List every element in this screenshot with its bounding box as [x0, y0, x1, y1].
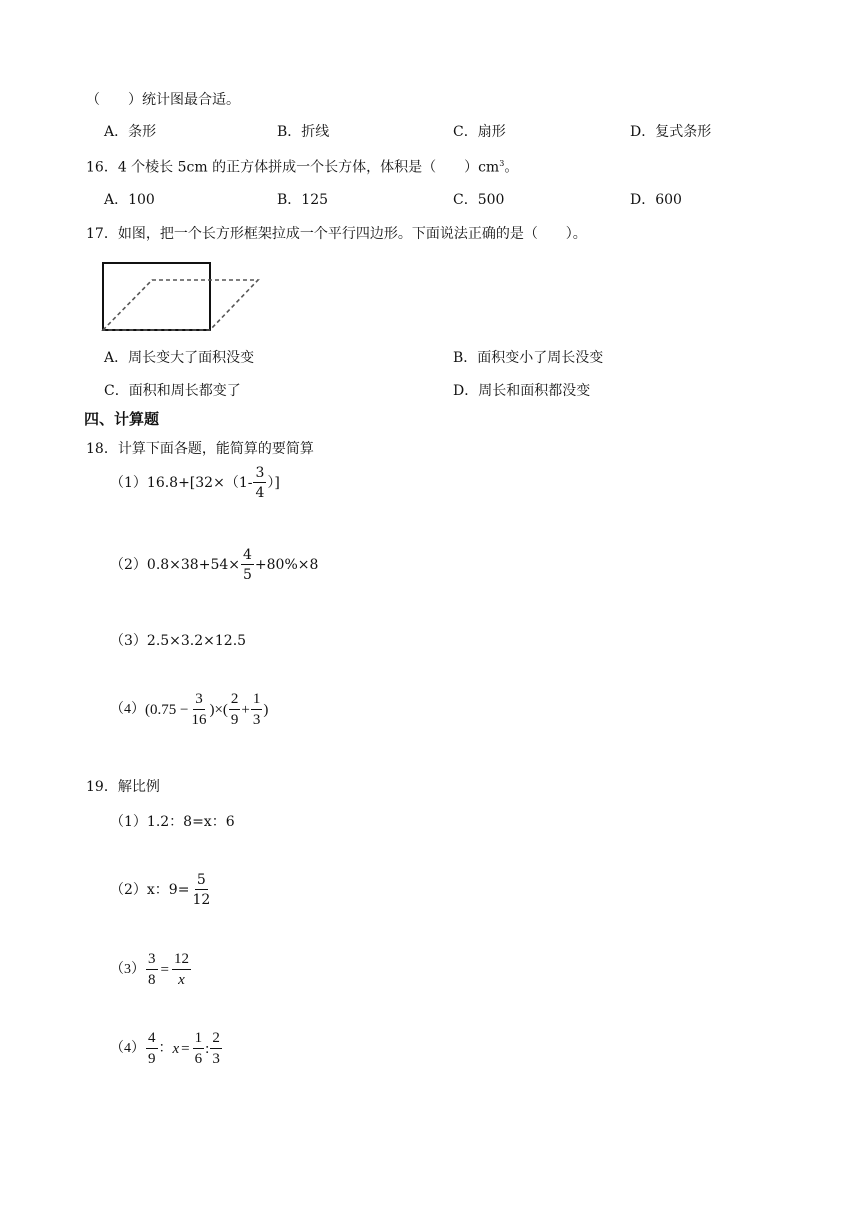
q19-part3-equals: =	[160, 961, 169, 978]
q18-part1	[110, 466, 280, 500]
fraction-denominator: 4	[255, 485, 265, 501]
q18-part4-fraction-1	[189, 692, 208, 728]
fraction-denominator: 3	[252, 712, 261, 728]
fraction-numerator: 4	[146, 1031, 158, 1049]
fraction-numerator: 2	[229, 692, 241, 710]
q15-option-d: D．复式条形	[630, 124, 712, 140]
fraction-numerator: 4	[243, 547, 252, 563]
q18-part2-pre: （2）0.8×38+54×	[110, 557, 240, 573]
q18-part4-mid: )×(	[209, 701, 228, 718]
q17-option-b: B．面积变小了周长没变	[453, 350, 604, 366]
q18-part4-open: (0.75 −	[145, 701, 189, 718]
q18-part4-fraction-3	[251, 692, 263, 728]
fraction-numerator: 3	[255, 465, 265, 481]
fraction-denominator: 16	[191, 712, 207, 728]
q18-part4-fraction-2	[229, 692, 241, 728]
q19-part4-pre: （4）	[110, 1041, 145, 1056]
q15-option-c: C．扇形	[453, 124, 506, 140]
q18-part2-post: +80%×8	[254, 557, 319, 573]
q18-stem: 18．计算下面各题，能简算的要简算	[86, 441, 314, 457]
fraction-denominator: 5	[243, 567, 252, 583]
fraction-denominator: 6	[194, 1051, 203, 1067]
q16-stem	[86, 160, 518, 175]
q18-part3: （3）2.5×3.2×12.5	[110, 633, 247, 649]
q19-part2-fraction	[190, 873, 212, 907]
q18-part1-pre: （1）16.8+[32×（1-	[110, 475, 253, 491]
q19-part3-fraction-2	[172, 952, 191, 988]
q18-part2	[110, 548, 318, 582]
q19-part3-pre: （3）	[110, 962, 145, 977]
fraction-denominator: x	[178, 972, 185, 988]
rectangle-frame	[103, 263, 210, 330]
q16-option-a: A．100	[104, 192, 155, 208]
q15-option-b: B．折线	[277, 124, 330, 140]
fraction-denominator: 3	[212, 1051, 220, 1067]
q19-part4-x: x	[172, 1040, 180, 1057]
fraction-numerator: 12	[172, 952, 191, 970]
section-heading: 四、计算题	[84, 410, 160, 428]
rectangle-parallelogram-figure	[100, 260, 262, 334]
q16-option-b: B．125	[277, 192, 329, 208]
fraction-denominator: 9	[230, 712, 239, 728]
q18-part1-post: ）]	[267, 475, 280, 491]
parallelogram-frame	[103, 280, 258, 330]
q19-part2-pre: （2）x：9=	[110, 882, 190, 898]
q18-part1-fraction	[253, 466, 266, 500]
q19-part4	[110, 1031, 223, 1067]
q19-part4-equals: =	[181, 1040, 190, 1057]
fraction-numerator: 3	[193, 692, 205, 710]
q16-option-c: C．500	[453, 192, 505, 208]
q19-part3	[110, 952, 192, 988]
fraction-denominator: 12	[192, 892, 211, 908]
q19-part3-fraction-1	[146, 952, 158, 988]
q19-part1: （1）1.2：8=x：6	[110, 814, 235, 830]
q18-part4-close: )	[263, 701, 269, 718]
q18-part2-fraction	[241, 548, 254, 582]
q17-stem: 17．如图，把一个长方形框架拉成一个平行四边形。下面说法正确的是（ ）。	[86, 226, 587, 242]
q17-option-c: C．面积和周长都变了	[104, 383, 241, 399]
q16-stem-end: 。	[504, 159, 519, 176]
q19-part4-colon-2: :	[205, 1040, 210, 1057]
q19-part4-colon-1: ：	[158, 1041, 173, 1056]
q16-option-d: D．600	[630, 192, 682, 208]
fraction-numerator: 1	[251, 692, 263, 710]
q18-part4-plus: +	[241, 701, 250, 718]
fraction-numerator: 3	[146, 952, 158, 970]
fraction-numerator: 5	[196, 872, 206, 888]
q17-option-a: A．周长变大了面积没变	[104, 350, 255, 366]
q18-part4-pre: （4）	[110, 702, 145, 717]
q19-part4-fraction-1	[146, 1031, 158, 1067]
q17-option-d: D．周长和面积都没变	[453, 383, 591, 399]
fraction-denominator: 9	[148, 1051, 156, 1067]
q15-option-a: A．条形	[104, 124, 157, 140]
fraction-denominator: 8	[148, 972, 156, 988]
fraction-numerator: 2	[210, 1031, 222, 1049]
q16-stem-sup: 3	[499, 159, 505, 168]
q19-part4-fraction-3	[210, 1031, 222, 1067]
q16-stem-main: 16．4 个棱长 5cm 的正方体拼成一个长方体，体积是（ ）cm	[86, 159, 500, 176]
q15-stem-tail: （ ）统计图最合适。	[86, 92, 240, 108]
q19-stem: 19．解比例	[86, 779, 160, 795]
q19-part2	[110, 873, 213, 907]
q19-part4-fraction-2	[193, 1031, 205, 1067]
q18-part4	[110, 692, 268, 728]
fraction-numerator: 1	[193, 1031, 205, 1049]
